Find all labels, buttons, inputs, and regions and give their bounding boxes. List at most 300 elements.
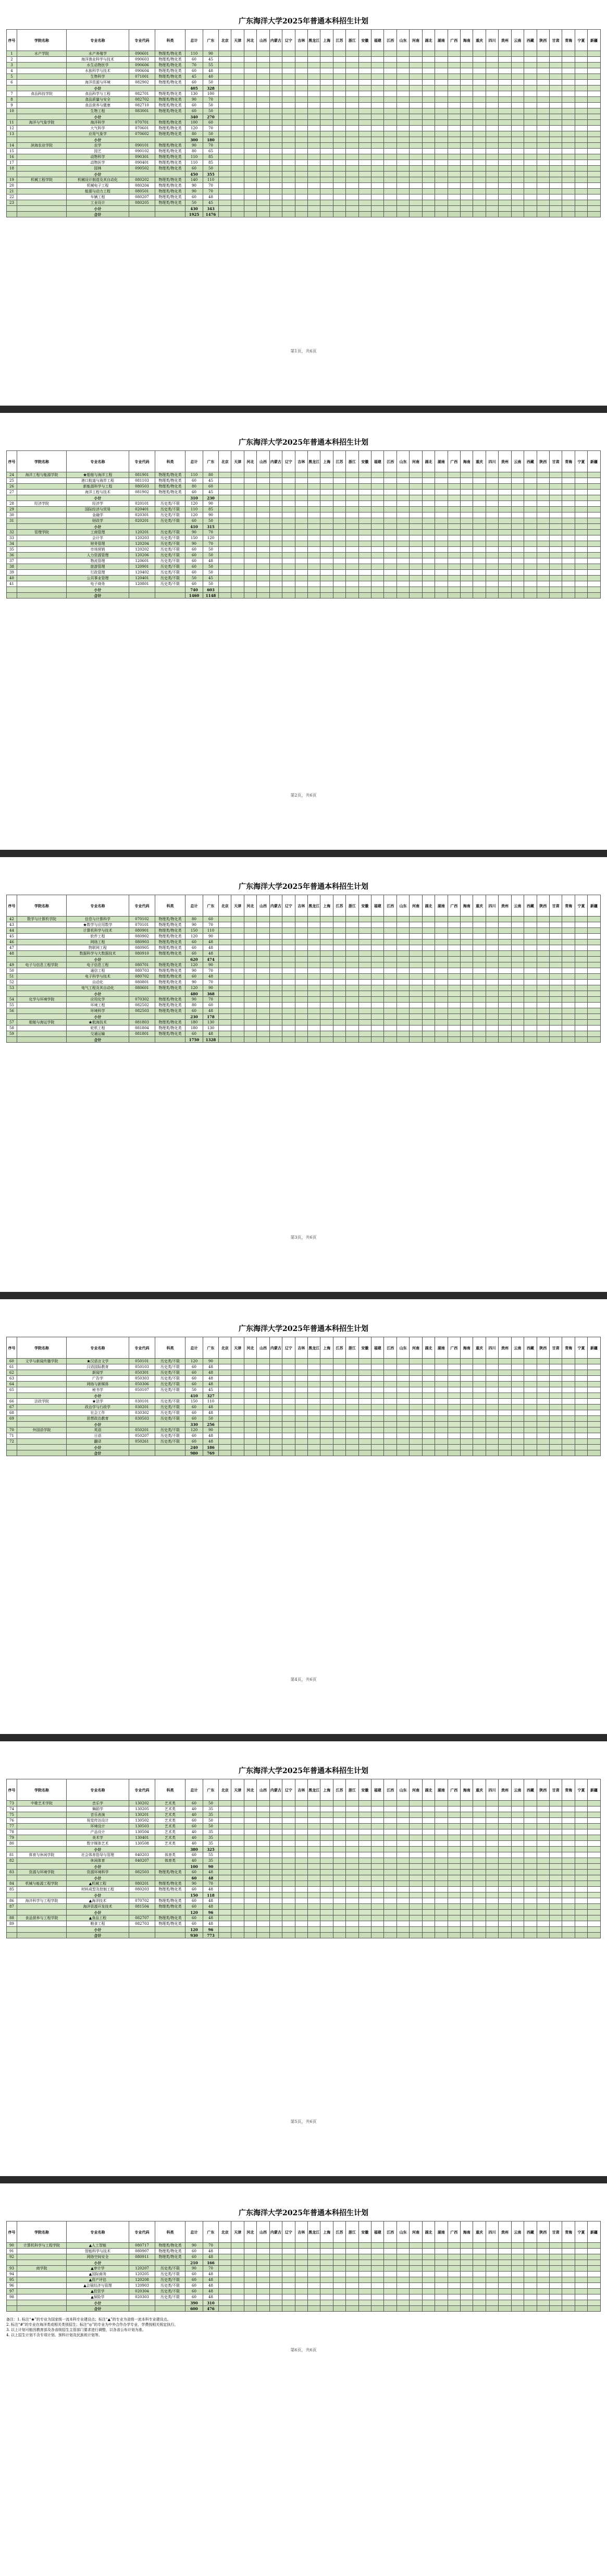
cell-province xyxy=(588,1025,600,1031)
cell-province xyxy=(549,2243,562,2249)
cell-college xyxy=(17,1008,67,1014)
cell-province xyxy=(295,934,307,939)
cell-province xyxy=(410,120,422,126)
cell-province xyxy=(511,57,524,63)
cell-province xyxy=(448,137,460,143)
cell-province xyxy=(499,120,511,126)
cell-province xyxy=(499,1881,511,1887)
cell-province xyxy=(244,108,256,114)
cell-province xyxy=(524,530,537,535)
cell-province xyxy=(282,1870,295,1875)
cell-province xyxy=(397,1881,409,1887)
cell-province xyxy=(269,103,282,108)
cell-province xyxy=(371,495,384,501)
cell-province xyxy=(537,495,549,501)
cell-province xyxy=(422,91,435,97)
cell-total: 100 xyxy=(185,1864,203,1870)
cell-province xyxy=(448,166,460,172)
cell-province xyxy=(410,1835,422,1841)
cell-province xyxy=(524,131,537,137)
cell-province xyxy=(231,114,244,120)
cell-province xyxy=(448,985,460,991)
cell-province xyxy=(231,1835,244,1841)
cell-province xyxy=(410,1393,422,1399)
cell-province xyxy=(397,1927,409,1933)
header-cell: 北京 xyxy=(219,30,231,51)
cell-no xyxy=(7,1445,17,1450)
cell-province xyxy=(499,490,511,495)
cell-province xyxy=(499,991,511,997)
cell-province xyxy=(473,120,486,126)
cell-province xyxy=(499,68,511,74)
cell-no: 6 xyxy=(7,80,17,86)
header-cell: 浙江 xyxy=(346,2221,358,2243)
cell-province xyxy=(244,1037,256,1043)
cell-no: 69 xyxy=(7,1416,17,1422)
cell-province xyxy=(511,1910,524,1915)
cell-province xyxy=(384,980,397,985)
cell-gd: 35 xyxy=(203,1858,219,1864)
cell-total: 150 xyxy=(185,928,203,934)
cell-province xyxy=(435,1818,448,1824)
cell-province xyxy=(244,206,256,212)
cell-province xyxy=(410,553,422,558)
cell-province xyxy=(435,2243,448,2249)
cell-province xyxy=(282,1450,295,1456)
cell-province xyxy=(422,2289,435,2294)
cell-province xyxy=(486,1812,498,1818)
cell-province xyxy=(282,1037,295,1043)
cell-province xyxy=(524,2249,537,2254)
page-title: 广东海洋大学2025年普通本科招生计划 xyxy=(239,438,368,447)
cell-gd: 70 xyxy=(203,2243,219,2249)
cell-province xyxy=(422,917,435,922)
cell-province xyxy=(422,928,435,934)
cell-province xyxy=(486,974,498,980)
cell-province xyxy=(486,951,498,957)
cell-province xyxy=(422,478,435,484)
cell-province xyxy=(549,962,562,968)
cell-province xyxy=(231,1003,244,1008)
cell-province xyxy=(333,1858,345,1864)
cell-province xyxy=(346,172,358,177)
cell-province xyxy=(410,530,422,535)
cell-province xyxy=(422,587,435,593)
table-row xyxy=(7,980,601,985)
cell-province xyxy=(448,917,460,922)
cell-province xyxy=(397,57,409,63)
cell-gd: 45 xyxy=(203,1387,219,1393)
cell-province xyxy=(219,1829,231,1835)
cell-gd: 90 xyxy=(203,501,219,507)
cell-cat: 历史类/不限 xyxy=(155,1359,185,1364)
cell-province xyxy=(422,1450,435,1456)
cell-code: 080801 xyxy=(129,980,155,985)
cell-province xyxy=(320,1014,333,1020)
cell-province xyxy=(461,1870,473,1875)
cell-province xyxy=(448,172,460,177)
cell-province xyxy=(269,126,282,131)
cell-province xyxy=(435,1025,448,1031)
cell-province xyxy=(269,2254,282,2260)
cell-province xyxy=(549,114,562,120)
cell-province xyxy=(473,564,486,570)
cell-province xyxy=(588,200,600,206)
table-header xyxy=(7,451,601,472)
cell-college xyxy=(17,484,67,490)
page-5 xyxy=(0,1750,607,2192)
cell-province xyxy=(371,558,384,564)
cell-no: 71 xyxy=(7,1433,17,1439)
cell-province xyxy=(295,1875,307,1881)
cell-province xyxy=(257,1439,269,1445)
cell-province xyxy=(524,166,537,172)
cell-province xyxy=(435,530,448,535)
cell-province xyxy=(410,558,422,564)
cell-province xyxy=(231,1405,244,1410)
cell-province xyxy=(549,1847,562,1852)
cell-province xyxy=(473,160,486,166)
cell-province xyxy=(358,985,371,991)
cell-province xyxy=(358,2254,371,2260)
cell-province xyxy=(231,91,244,97)
cell-gd: 48 xyxy=(203,1370,219,1376)
cell-province xyxy=(346,939,358,945)
cell-college xyxy=(17,991,67,997)
cell-province xyxy=(448,194,460,200)
cell-province xyxy=(549,922,562,928)
cell-province xyxy=(410,1008,422,1014)
cell-province xyxy=(333,587,345,593)
cell-province xyxy=(435,1806,448,1812)
cell-province xyxy=(384,490,397,495)
cell-province xyxy=(575,1915,587,1921)
cell-province xyxy=(435,968,448,974)
cell-province xyxy=(448,131,460,137)
cell-province xyxy=(499,160,511,166)
cell-province xyxy=(435,518,448,524)
cell-province xyxy=(295,2249,307,2254)
cell-province xyxy=(486,2243,498,2249)
cell-province xyxy=(537,587,549,593)
cell-province xyxy=(384,137,397,143)
cell-province xyxy=(358,1014,371,1020)
cell-code: 070101 xyxy=(129,922,155,928)
cell-province xyxy=(320,1812,333,1818)
cell-province xyxy=(219,928,231,934)
cell-province xyxy=(486,1416,498,1422)
cell-province xyxy=(231,530,244,535)
cell-province xyxy=(282,980,295,985)
cell-province xyxy=(549,1370,562,1376)
cell-province xyxy=(575,1893,587,1898)
cell-code: 070602 xyxy=(129,131,155,137)
cell-province xyxy=(307,991,320,997)
cell-province xyxy=(575,957,587,962)
cell-province xyxy=(473,478,486,484)
cell-code: 130202 xyxy=(129,1801,155,1806)
cell-province xyxy=(219,1812,231,1818)
cell-province xyxy=(537,189,549,194)
header-cell: 山东 xyxy=(397,1337,409,1359)
header-cell: 专业名称 xyxy=(67,30,129,51)
cell-cat: 物理类/物化类 xyxy=(155,939,185,945)
cell-province xyxy=(384,1893,397,1898)
cell-province xyxy=(435,1031,448,1037)
cell-province xyxy=(486,1037,498,1043)
cell-province xyxy=(448,57,460,63)
cell-province xyxy=(257,564,269,570)
cell-province xyxy=(499,507,511,512)
cell-province xyxy=(358,160,371,166)
cell-gd: 70 xyxy=(203,183,219,189)
cell-college xyxy=(17,1439,67,1445)
cell-province xyxy=(269,1399,282,1405)
cell-province xyxy=(295,2254,307,2260)
cell-province xyxy=(524,507,537,512)
header-cell: 甘肃 xyxy=(549,2221,562,2243)
cell-province xyxy=(269,74,282,80)
cell-province xyxy=(486,1393,498,1399)
cell-province xyxy=(511,2266,524,2272)
cell-province xyxy=(358,991,371,997)
cell-province xyxy=(320,490,333,495)
cell-province xyxy=(422,1359,435,1364)
cell-province xyxy=(410,1829,422,1835)
cell-province xyxy=(461,2294,473,2300)
cell-province xyxy=(588,991,600,997)
cell-total: 410 xyxy=(185,1393,203,1399)
cell-province xyxy=(244,501,256,507)
cell-province xyxy=(549,564,562,570)
cell-province xyxy=(511,1025,524,1031)
cell-province xyxy=(461,934,473,939)
cell-province xyxy=(244,974,256,980)
cell-province xyxy=(575,86,587,91)
cell-province xyxy=(524,934,537,939)
cell-province xyxy=(422,1824,435,1829)
cell-province xyxy=(358,1359,371,1364)
cell-province xyxy=(346,51,358,57)
cell-province xyxy=(257,1008,269,1014)
cell-province xyxy=(307,1927,320,1933)
cell-province xyxy=(511,1818,524,1824)
cell-province xyxy=(295,558,307,564)
cell-college xyxy=(17,980,67,985)
cell-province xyxy=(499,2266,511,2272)
cell-province xyxy=(435,2254,448,2260)
cell-province xyxy=(448,1008,460,1014)
cell-province xyxy=(346,951,358,957)
cell-province xyxy=(244,512,256,518)
cell-province xyxy=(537,91,549,97)
header-cell: 科类 xyxy=(155,1779,185,1801)
cell-province xyxy=(346,1933,358,1938)
cell-province xyxy=(307,108,320,114)
cell-college xyxy=(17,1806,67,1812)
header-cell: 江苏 xyxy=(333,895,345,917)
cell-province xyxy=(511,928,524,934)
cell-province xyxy=(511,951,524,957)
cell-province xyxy=(269,1904,282,1910)
cell-province xyxy=(524,1864,537,1870)
cell-province xyxy=(537,1927,549,1933)
cell-province xyxy=(282,2260,295,2266)
cell-province xyxy=(333,1806,345,1812)
cell-province xyxy=(422,1858,435,1864)
cell-province xyxy=(269,570,282,576)
table-row xyxy=(7,553,601,558)
cell-province xyxy=(473,974,486,980)
cell-province xyxy=(320,518,333,524)
cell-province xyxy=(269,558,282,564)
cell-province xyxy=(320,80,333,86)
cell-province xyxy=(346,2266,358,2272)
cell-province xyxy=(435,206,448,212)
cell-province xyxy=(231,980,244,985)
cell-total: 90 xyxy=(185,980,203,985)
header-cell: 辽宁 xyxy=(282,1779,295,1801)
cell-province xyxy=(346,524,358,530)
cell-province xyxy=(295,587,307,593)
cell-province xyxy=(562,962,575,968)
page-separator xyxy=(0,2176,607,2183)
cell-province xyxy=(549,63,562,68)
cell-gd: 186 xyxy=(203,1445,219,1450)
cell-province xyxy=(320,593,333,599)
cell-province xyxy=(282,183,295,189)
cell-province xyxy=(333,2283,345,2289)
cell-no: 43 xyxy=(7,922,17,928)
cell-province xyxy=(486,507,498,512)
cell-college xyxy=(17,1025,67,1031)
cell-gd: 96 xyxy=(203,1910,219,1915)
cell-no: 88 xyxy=(7,1915,17,1921)
cell-blank xyxy=(129,1037,155,1043)
cell-province xyxy=(524,518,537,524)
cell-province xyxy=(410,490,422,495)
cell-province xyxy=(269,2289,282,2294)
cell-province xyxy=(384,1875,397,1881)
cell-province xyxy=(524,593,537,599)
cell-no: 5 xyxy=(7,74,17,80)
cell-province xyxy=(358,212,371,217)
cell-province xyxy=(499,189,511,194)
cell-province xyxy=(562,2249,575,2254)
cell-province xyxy=(473,1904,486,1910)
cell-province xyxy=(231,1812,244,1818)
header-cell: 云南 xyxy=(511,1779,524,1801)
cell-province xyxy=(422,2300,435,2306)
cell-province xyxy=(333,1427,345,1433)
cell-province xyxy=(244,1399,256,1405)
cell-college xyxy=(17,2272,67,2277)
cell-province xyxy=(219,2294,231,2300)
table-row xyxy=(7,177,601,183)
cell-province xyxy=(473,535,486,541)
cell-province xyxy=(410,177,422,183)
cell-cat: 物理类/物化类 xyxy=(155,57,185,63)
cell-province xyxy=(486,1818,498,1824)
cell-province xyxy=(269,991,282,997)
cell-code: 080901 xyxy=(129,928,155,934)
cell-province xyxy=(549,570,562,576)
cell-province xyxy=(511,985,524,991)
cell-province xyxy=(448,1393,460,1399)
cell-total: 60 xyxy=(185,945,203,951)
cell-province xyxy=(473,587,486,593)
cell-province xyxy=(486,1801,498,1806)
cell-province xyxy=(282,1812,295,1818)
cell-no: 94 xyxy=(7,2272,17,2277)
cell-total: 90 xyxy=(185,541,203,547)
cell-province xyxy=(358,63,371,68)
cell-cat: 历史类/不限 xyxy=(155,553,185,558)
header-cell: 湖南 xyxy=(435,895,448,917)
cell-province xyxy=(562,86,575,91)
cell-province xyxy=(269,1376,282,1382)
cell-province xyxy=(244,2254,256,2260)
cell-province xyxy=(384,1835,397,1841)
table-row xyxy=(7,194,601,200)
cell-province xyxy=(435,212,448,217)
cell-province xyxy=(435,541,448,547)
cell-cat: 物理类/物化类 xyxy=(155,928,185,934)
cell-gd: 50 xyxy=(203,108,219,114)
cell-code: 080702 xyxy=(129,974,155,980)
cell-province xyxy=(244,1422,256,1427)
cell-no: 42 xyxy=(7,917,17,922)
cell-province xyxy=(562,541,575,547)
cell-no xyxy=(7,1393,17,1399)
cell-cat: 历史类/不限 xyxy=(155,564,185,570)
cell-province xyxy=(219,512,231,518)
cell-province xyxy=(269,928,282,934)
cell-province xyxy=(410,1864,422,1870)
cell-province xyxy=(499,2294,511,2300)
cell-province xyxy=(231,200,244,206)
cell-province xyxy=(397,980,409,985)
cell-province xyxy=(269,1915,282,1921)
cell-province xyxy=(333,518,345,524)
cell-province xyxy=(333,922,345,928)
cell-province xyxy=(244,1841,256,1847)
table-row xyxy=(7,1020,601,1025)
cell-province xyxy=(562,1376,575,1382)
cell-province xyxy=(537,1359,549,1364)
cell-province xyxy=(384,1037,397,1043)
cell-province xyxy=(333,593,345,599)
cell-code: 130401 xyxy=(129,1835,155,1841)
table-body xyxy=(7,2243,601,2312)
header-cell: 湖北 xyxy=(422,1337,435,1359)
cell-province xyxy=(257,1405,269,1410)
cell-province xyxy=(397,1003,409,1008)
cell-province xyxy=(346,1405,358,1410)
cell-province xyxy=(435,1364,448,1370)
header-cell: 四川 xyxy=(486,895,498,917)
cell-province xyxy=(410,1020,422,1025)
subtotal-row xyxy=(7,2260,601,2266)
cell-province xyxy=(448,206,460,212)
cell-no: 37 xyxy=(7,558,17,564)
cell-province xyxy=(358,1025,371,1031)
cell-province xyxy=(295,91,307,97)
table-row xyxy=(7,501,601,507)
cell-province xyxy=(511,51,524,57)
cell-province xyxy=(320,1858,333,1864)
cell-province xyxy=(511,553,524,558)
